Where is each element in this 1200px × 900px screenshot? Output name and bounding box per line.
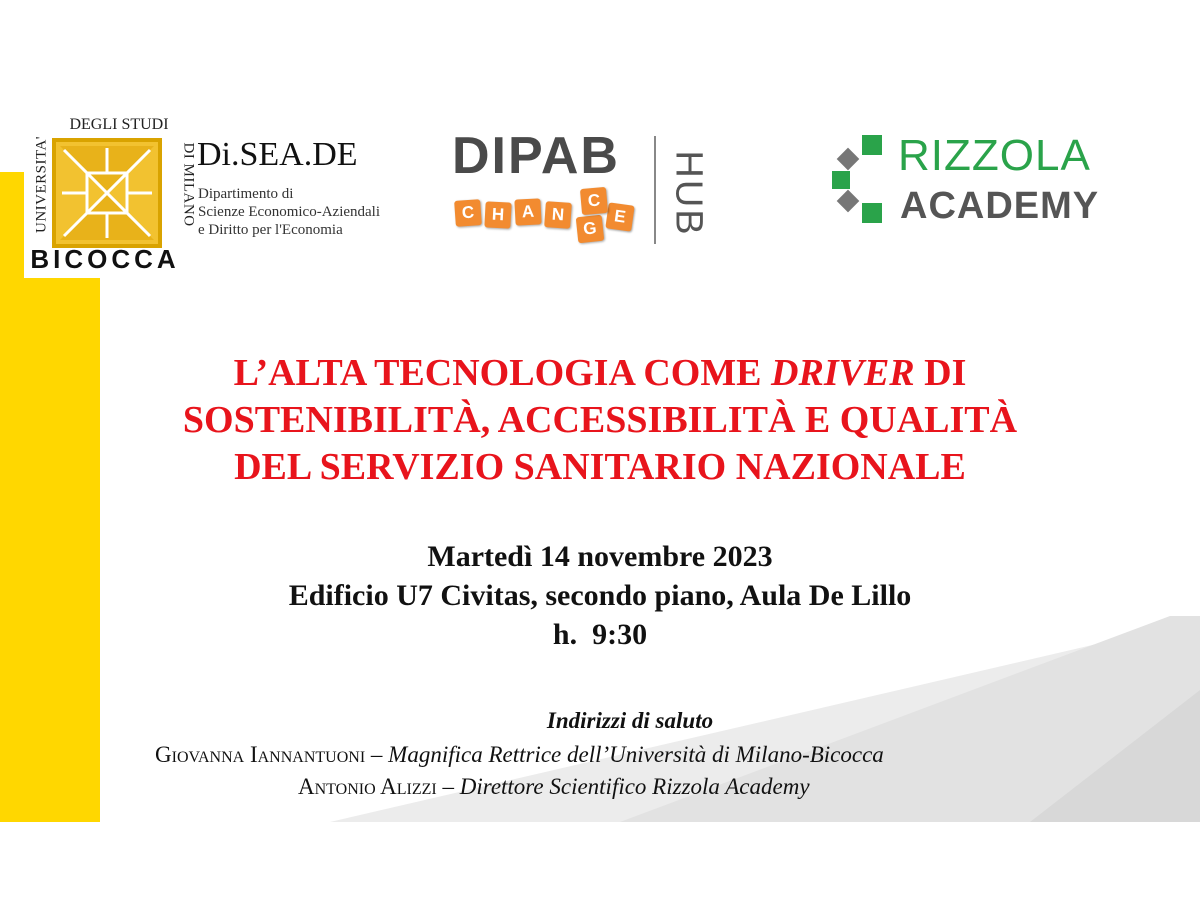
title-line-1-pre: L’ALTA TECNOLOGIA COME bbox=[233, 352, 772, 394]
change-tile-c: C bbox=[454, 199, 482, 227]
title-line-1-italic: DRIVER bbox=[771, 352, 915, 394]
disea-line-2: Scienze Economico-Aziendali bbox=[198, 204, 381, 220]
speaker-2-name: Antonio Alizzi bbox=[298, 774, 437, 799]
speaker-2-role: Direttore Scientifico Rizzola Academy bbox=[459, 774, 810, 799]
speaker-2-sep: – bbox=[436, 774, 460, 799]
disea-line-1: Dipartimento di bbox=[198, 186, 294, 202]
event-details bbox=[100, 537, 1100, 654]
change-tile-c2: C bbox=[580, 187, 608, 215]
bicocca-emblem-icon bbox=[52, 138, 162, 248]
greeting-speaker-1 bbox=[155, 742, 884, 768]
disea-line-3: e Diritto per l'Economia bbox=[198, 222, 343, 238]
title-line-1-post: DI bbox=[914, 352, 967, 394]
change-tile-n: N bbox=[544, 201, 572, 229]
event-location: Edificio U7 Civitas, secondo piano, Aula De Lillo bbox=[288, 579, 912, 612]
event-title bbox=[80, 350, 1120, 491]
change-tile-e: E bbox=[605, 202, 634, 231]
bicocca-bottom-text: BICOCCA bbox=[30, 244, 180, 274]
rizzola-squares-icon bbox=[832, 135, 888, 225]
speaker-1-sep: – bbox=[365, 742, 389, 767]
change-tile-h: H bbox=[484, 201, 511, 228]
title-line-2: SOSTENIBILITÀ, ACCESSIBILITÀ E QUALITÀ bbox=[182, 399, 1018, 441]
event-time: h. 9:30 bbox=[552, 618, 648, 651]
bicocca-right-text: DI MILANO bbox=[180, 142, 197, 227]
rizzola-logo-line2: ACADEMY bbox=[900, 185, 1100, 227]
disea-title: Di.SEA.DE bbox=[197, 136, 358, 173]
speaker-1-name: Giovanna Iannantuoni bbox=[155, 742, 366, 767]
greeting-speaker-2 bbox=[298, 774, 810, 800]
bicocca-left-text: UNIVERSITA' bbox=[33, 136, 50, 233]
dipab-hub-text bbox=[668, 138, 708, 242]
rizzola-logo-line1: RIZZOLA bbox=[898, 131, 1091, 180]
greetings-heading: Indirizzi di saluto bbox=[546, 708, 714, 733]
hub-label: HUB bbox=[667, 150, 710, 237]
dipab-logo-word: DIPAB bbox=[452, 127, 620, 185]
event-date: Martedì 14 novembre 2023 bbox=[427, 540, 773, 573]
title-line-1 bbox=[80, 350, 1120, 397]
title-line-3: DEL SERVIZIO SANITARIO NAZIONALE bbox=[234, 446, 966, 488]
change-tile-g: G bbox=[576, 215, 605, 244]
dipab-change-tiles bbox=[455, 186, 655, 256]
bicocca-university-logo bbox=[24, 116, 197, 278]
speaker-1-role: Magnifica Rettrice dell’Università di Milano-Bicocca bbox=[388, 742, 884, 767]
bicocca-top-text: DEGLI STUDI bbox=[69, 116, 169, 133]
change-tile-a: A bbox=[514, 198, 541, 225]
disea-department-text bbox=[198, 185, 380, 239]
